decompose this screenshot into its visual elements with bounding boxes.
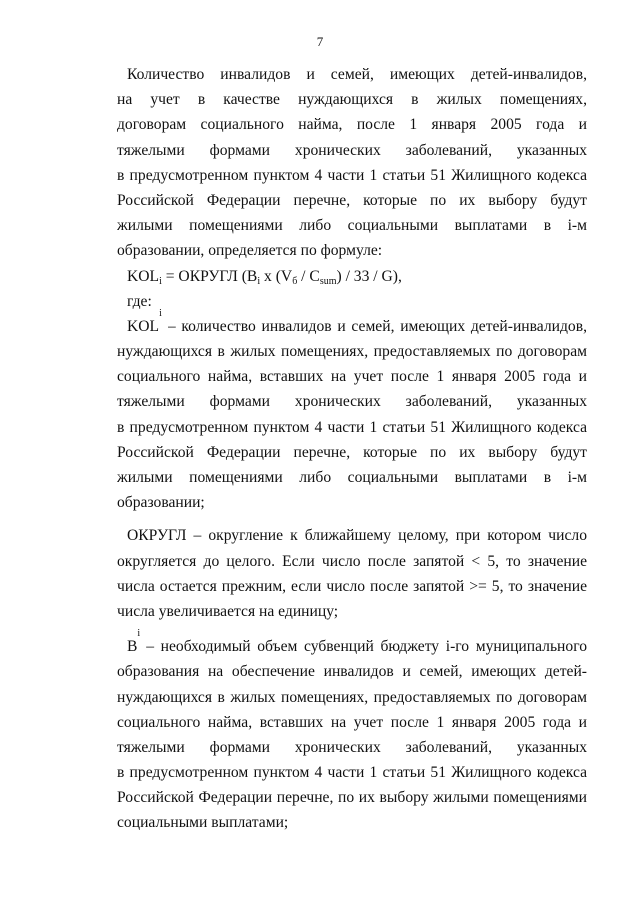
paragraph4-term: B (127, 638, 138, 656)
paragraph2-line: нуждающихся в жилых помещениях, предоставляемых по договорам (117, 343, 587, 361)
paragraph4-line: социальными выплатами; (117, 814, 289, 832)
formula-b-sub: i (257, 275, 261, 287)
paragraph1-line: договорам социального найма, после 1 января 2005 года и (117, 116, 587, 134)
paragraph3-line: числа увеличивается на единицу; (117, 602, 339, 620)
paragraph1-line: Российской Федерации перечне, которые по их выбору будут (117, 191, 587, 209)
paragraph3-line: числа остается прежним, если число после запятой >= 5, то значение (117, 577, 587, 595)
paragraph4-line: образования на обеспечение инвалидов и семей, имеющих детей- (117, 663, 587, 681)
paragraph2-first-line (117, 307, 587, 339)
paragraph4-line: нуждающихся в жилых помещениях, предоставляемых по договорам (117, 688, 587, 706)
paragraph2-line: Российской Федерации перечне, которые по их выбору будут (117, 443, 587, 461)
paragraph2-line: образовании; (117, 494, 205, 512)
paragraph4-line: в предусмотренном пунктом 4 части 1 статьи 51 Жилищного кодекса (117, 764, 587, 782)
formula (117, 264, 587, 289)
where-label: где: (127, 292, 152, 310)
paragraph4-first-line (117, 628, 587, 659)
formula-c-sub: sum (319, 275, 337, 287)
paragraph2-line: в предусмотренном пунктом 4 части 1 статьи 51 Жилищного кодекса (117, 418, 587, 436)
paragraph3-line: округляется до целого. Если число после запятой < 5, то значение (117, 552, 587, 570)
document-body (117, 62, 587, 836)
paragraph1-line: Количество инвалидов и семей, имеющих детей-инвалидов, (127, 66, 587, 83)
paragraph1-line: образовании, определяется по формуле: (117, 242, 383, 260)
formula-suffix: ) / 33 / G), (336, 267, 402, 285)
formula-kol-sub: i (159, 275, 162, 287)
paragraph4-line: социального найма, вставших на учет после 1 января 2005 года и (117, 713, 587, 731)
paragraph2-line: жилыми помещениями либо социальными выплатами в i-м (117, 469, 587, 486)
page-number: 7 (316, 34, 324, 49)
formula-middle: = ОКРУГЛ (B (161, 267, 258, 285)
paragraph2-term-sub: i (159, 307, 162, 319)
paragraph3-line: ОКРУГЛ – округление к ближайшему целому, при котором число (127, 527, 587, 545)
formula-kol: KOL (127, 267, 160, 285)
paragraph4-line: – необходимый объем субвенций бюджету i-го муниципального (146, 638, 587, 656)
paragraph1-line: в предусмотренном пунктом 4 части 1 статьи 51 Жилищного кодекса (117, 166, 587, 184)
paragraph-spacer (117, 515, 587, 523)
paragraph4-term-sub: i (137, 628, 141, 640)
paragraph4-line: тяжелыми формами хронических заболеваний, указанных (117, 738, 587, 756)
paragraph2-line: тяжелыми формами хронических заболеваний, указанных (117, 393, 587, 411)
paragraph1-line: тяжелыми формами хронических заболеваний, указанных (117, 141, 587, 159)
paragraph4-line: Российской Федерации перечне, по их выбору жилыми помещениями (117, 789, 587, 807)
paragraph2-line: – количество инвалидов и семей, имеющих детей-инвалидов, (167, 317, 587, 335)
formula-mid2: x (V (260, 267, 293, 285)
paragraph2-term: KOL (127, 317, 160, 335)
paragraph-spacer (117, 624, 587, 634)
formula-mid3: / C (297, 267, 320, 285)
paragraph2-line: социального найма, вставших на учет после 1 января 2005 года и (117, 368, 587, 386)
paragraph1-line: жилыми помещениями либо социальными выплатами в i-м (117, 217, 587, 235)
paragraph1-line: на учет в качестве нуждающихся в жилых помещениях, (117, 91, 587, 109)
formula-v-sub: б (292, 275, 298, 287)
